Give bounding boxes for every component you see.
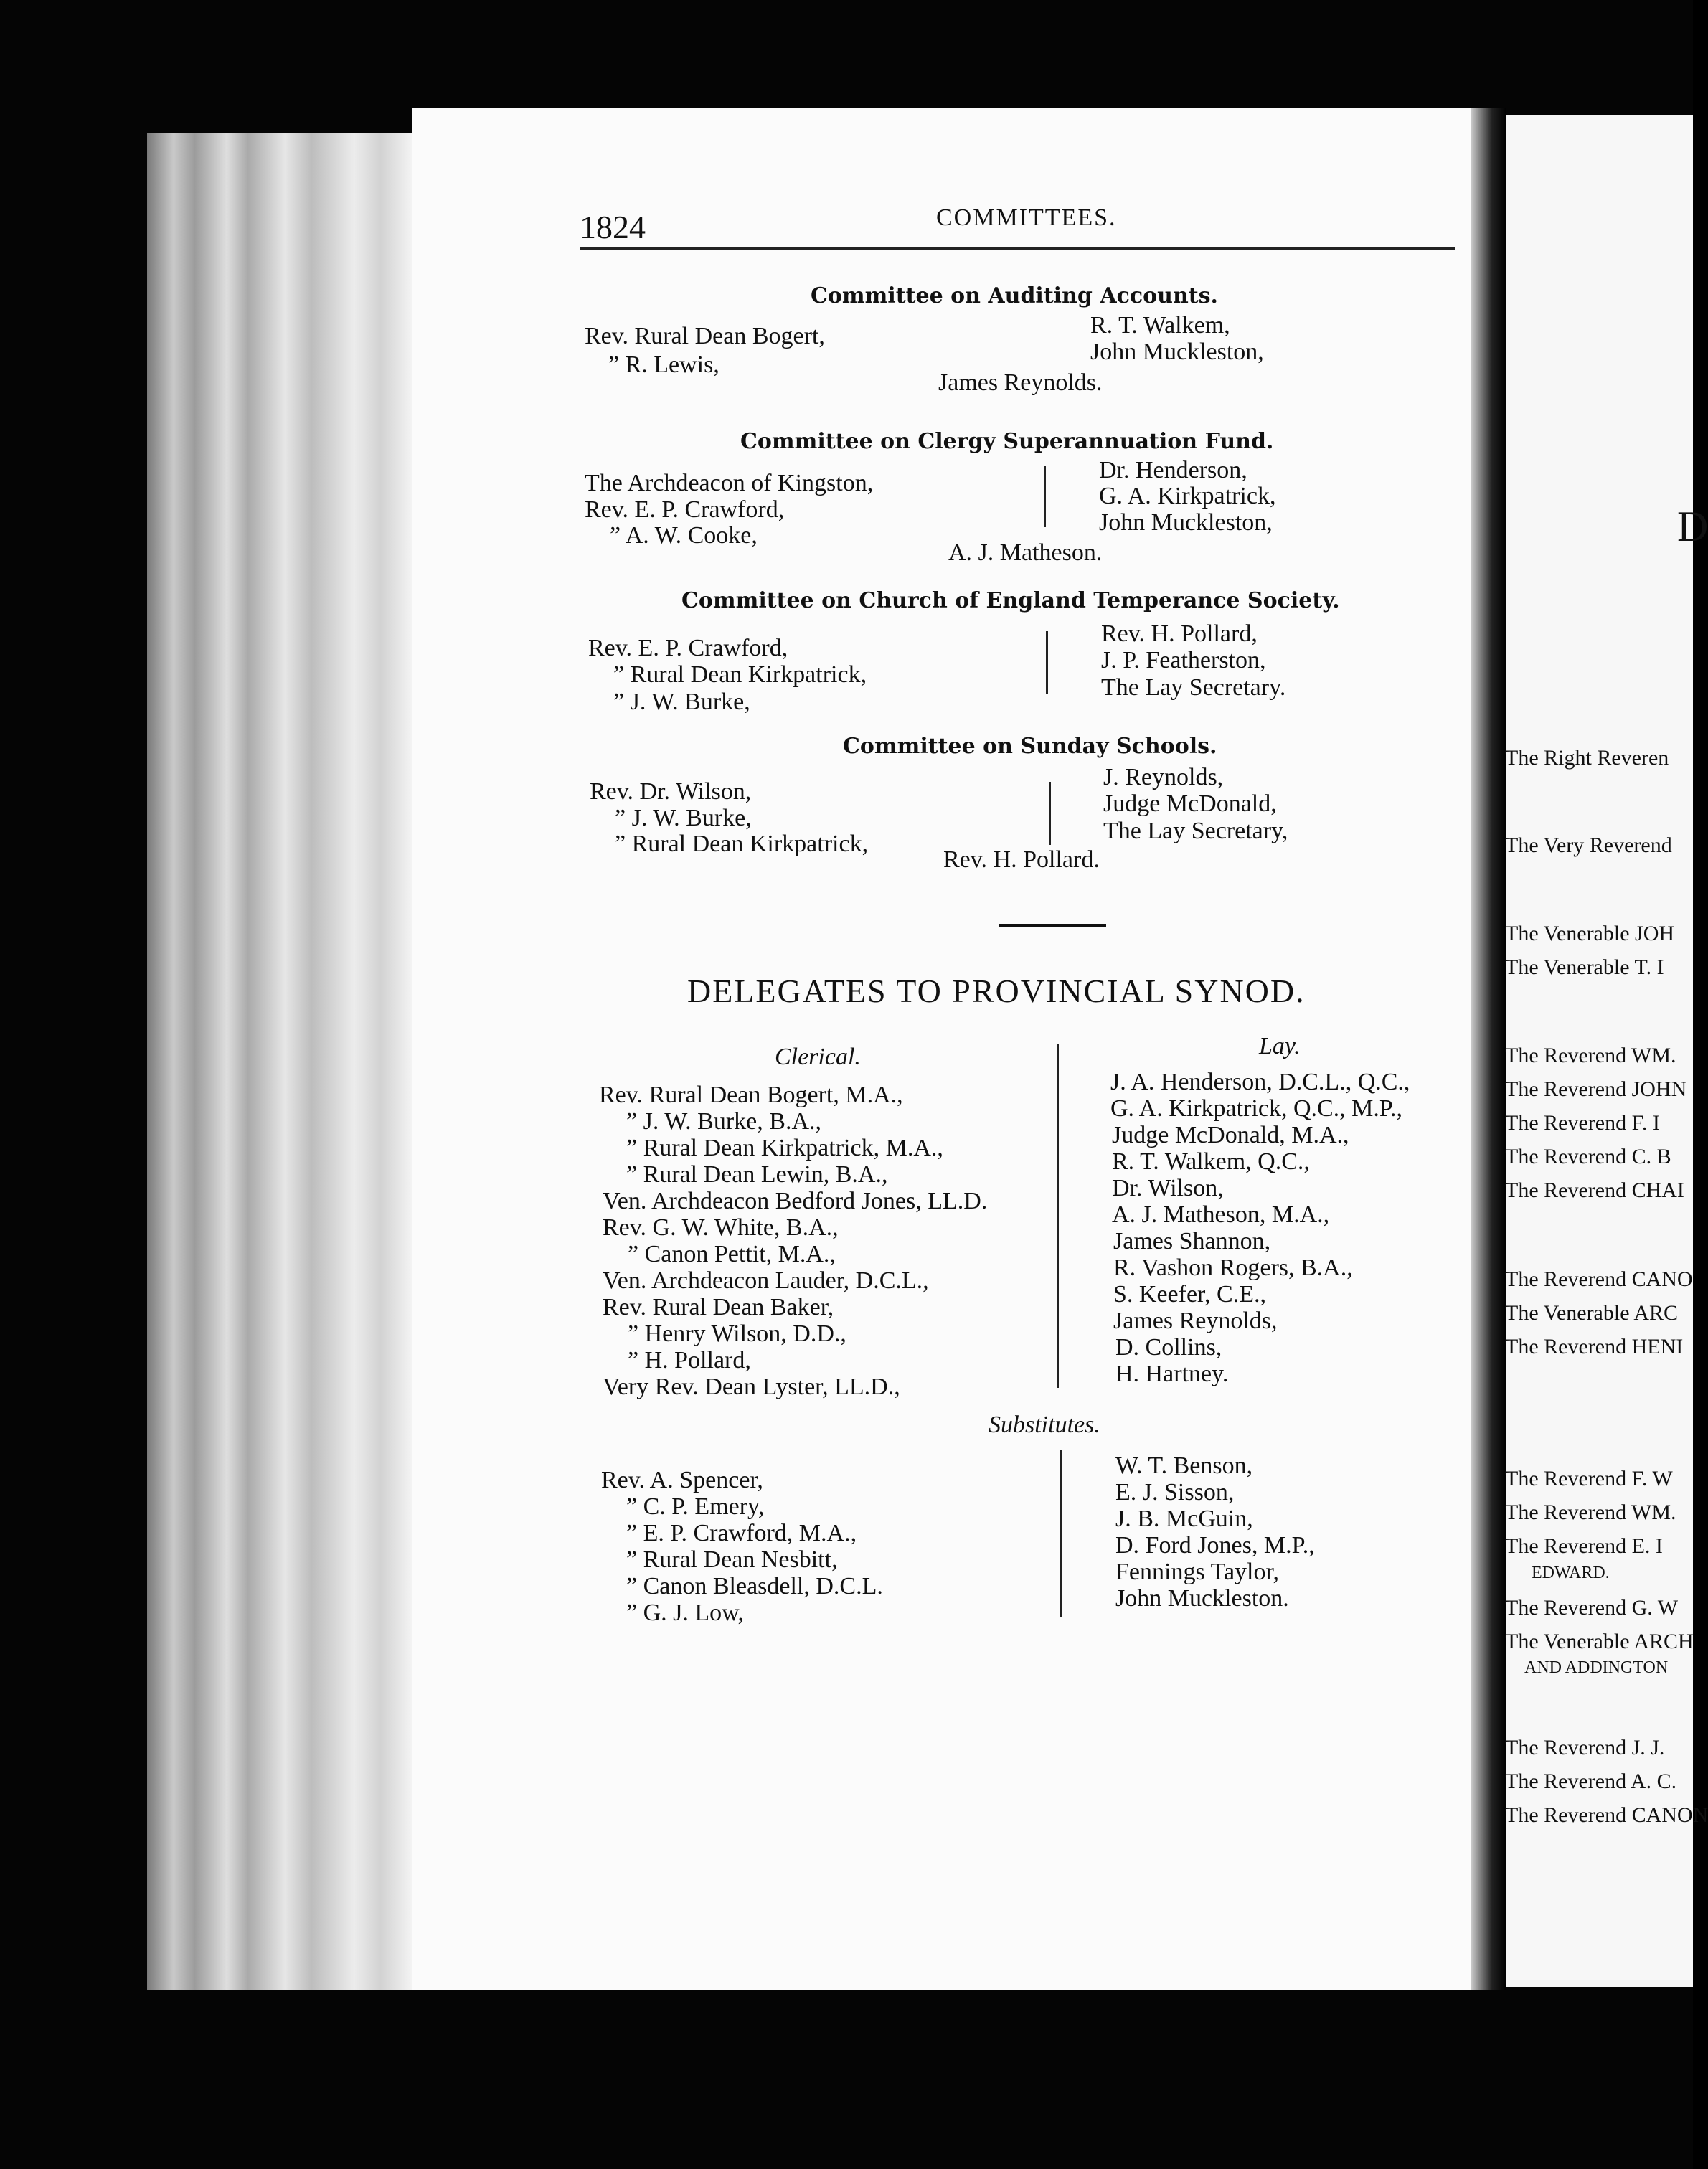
next-page-line-2: The Very Reverend <box>1505 833 1672 857</box>
superannuation-title: Committee on Clergy Superannuation Fund. <box>740 429 1274 454</box>
sub-lay-1: W. T. Benson, <box>1115 1452 1253 1479</box>
sub-lay-4: D. Ford Jones, M.P., <box>1115 1532 1315 1559</box>
sunday-center: Rev. H. Pollard. <box>943 846 1100 873</box>
page-title: COMMITTEES. <box>936 204 1117 231</box>
next-page-line-5: The Reverend WM. <box>1505 1044 1676 1067</box>
lay-2: G. A. Kirkpatrick, Q.C., M.P., <box>1110 1095 1403 1122</box>
next-page-line-11: The Venerable ARC <box>1505 1301 1679 1325</box>
substitutes-heading: Substitutes. <box>989 1412 1100 1438</box>
next-page-line-7: The Reverend F. I <box>1505 1111 1660 1135</box>
clerical-2: ” J. W. Burke, B.A., <box>626 1108 821 1135</box>
next-page-line-16: EDWARD. <box>1532 1564 1610 1582</box>
synod-title: DELEGATES TO PROVINCIAL SYNOD. <box>687 973 1306 1009</box>
sunday-left-3: ” Rural Dean Kirkpatrick, <box>615 831 869 857</box>
lay-10: James Reynolds, <box>1113 1308 1278 1334</box>
sub-clerical-5: ” Canon Bleasdell, D.C.L. <box>626 1573 883 1599</box>
superannuation-divider <box>1044 466 1046 527</box>
next-page-line-15: The Reverend E. I <box>1505 1534 1663 1558</box>
next-page-line-1: The Right Reveren <box>1505 746 1669 770</box>
substitutes-divider <box>1060 1450 1062 1617</box>
lay-5: Dr. Wilson, <box>1112 1175 1224 1201</box>
superannuation-right-1: Dr. Henderson, <box>1099 457 1247 483</box>
page-number: 1824 <box>580 209 646 245</box>
lay-3: Judge McDonald, M.A., <box>1112 1122 1349 1148</box>
next-page-line-21: The Reverend A. C. <box>1505 1769 1677 1793</box>
sub-clerical-2: ” C. P. Emery, <box>626 1493 765 1520</box>
temperance-left-1: Rev. E. P. Crawford, <box>588 635 788 661</box>
clerical-heading: Clerical. <box>775 1044 861 1070</box>
superannuation-center: A. J. Matheson. <box>948 539 1103 566</box>
auditing-center: James Reynolds. <box>938 369 1103 396</box>
book-gutter <box>1471 108 1506 1990</box>
sunday-right-1: J. Reynolds, <box>1103 764 1224 790</box>
sub-lay-5: Fennings Taylor, <box>1115 1559 1279 1585</box>
superannuation-left-1: The Archdeacon of Kingston, <box>585 470 874 496</box>
next-page-line-18: The Venerable ARCH <box>1505 1630 1694 1653</box>
next-page-line-6: The Reverend JOHN <box>1505 1077 1687 1101</box>
lay-11: D. Collins, <box>1115 1334 1222 1361</box>
sub-lay-2: E. J. Sisson, <box>1115 1479 1235 1506</box>
clerical-9: Rev. Rural Dean Baker, <box>603 1294 834 1320</box>
next-page-line-20: The Reverend J. J. <box>1505 1736 1665 1759</box>
next-page-line-9: The Reverend CHAI <box>1505 1178 1684 1202</box>
clerical-11: ” H. Pollard, <box>628 1347 751 1374</box>
next-page-line-10: The Reverend CANO <box>1505 1267 1693 1291</box>
next-page-big-letter: D <box>1677 503 1708 550</box>
sub-clerical-4: ” Rural Dean Nesbitt, <box>626 1546 838 1573</box>
lay-7: James Shannon, <box>1113 1228 1271 1254</box>
superannuation-left-3: ” A. W. Cooke, <box>610 522 758 549</box>
next-page-line-12: The Reverend HENI <box>1505 1335 1684 1358</box>
next-page-line-19: AND ADDINGTON <box>1524 1658 1669 1677</box>
next-page-line-17: The Reverend G. W <box>1505 1596 1679 1620</box>
lay-1: J. A. Henderson, D.C.L., Q.C., <box>1110 1069 1410 1095</box>
sunday-right-2: Judge McDonald, <box>1103 790 1277 817</box>
clerical-7: ” Canon Pettit, M.A., <box>628 1241 836 1267</box>
next-page-line-13: The Reverend F. W <box>1505 1467 1673 1490</box>
section-rule <box>999 924 1106 927</box>
next-page-line-4: The Venerable T. I <box>1505 955 1664 979</box>
auditing-title: Committee on Auditing Accounts. <box>811 283 1218 308</box>
book-page-edges <box>147 133 412 1990</box>
superannuation-left-2: Rev. E. P. Crawford, <box>585 496 785 523</box>
temperance-divider <box>1046 631 1048 694</box>
clerical-4: ” Rural Dean Lewin, B.A., <box>626 1161 888 1188</box>
sub-clerical-3: ” E. P. Crawford, M.A., <box>626 1520 857 1546</box>
clerical-8: Ven. Archdeacon Lauder, D.C.L., <box>603 1267 929 1294</box>
temperance-right-2: J. P. Featherston, <box>1101 647 1266 674</box>
synod-divider <box>1057 1044 1059 1388</box>
sunday-divider <box>1049 782 1051 845</box>
next-page-line-3: The Venerable JOH <box>1505 922 1675 945</box>
lay-9: S. Keefer, C.E., <box>1113 1281 1266 1308</box>
lay-12: H. Hartney. <box>1115 1361 1229 1387</box>
clerical-5: Ven. Archdeacon Bedford Jones, LL.D. <box>603 1188 988 1214</box>
lay-8: R. Vashon Rogers, B.A., <box>1113 1254 1353 1281</box>
auditing-left-1: Rev. Rural Dean Bogert, <box>585 323 825 349</box>
auditing-right-1: R. T. Walkem, <box>1090 312 1230 339</box>
header-rule <box>580 247 1455 250</box>
temperance-right-1: Rev. H. Pollard, <box>1101 620 1258 647</box>
clerical-1: Rev. Rural Dean Bogert, M.A., <box>599 1082 903 1108</box>
lay-6: A. J. Matheson, M.A., <box>1112 1201 1330 1228</box>
next-page-line-14: The Reverend WM. <box>1505 1501 1676 1524</box>
lay-heading: Lay. <box>1259 1033 1301 1059</box>
next-page-line-8: The Reverend C. B <box>1505 1145 1671 1168</box>
lay-4: R. T. Walkem, Q.C., <box>1112 1148 1310 1175</box>
auditing-left-2: ” R. Lewis, <box>608 351 719 378</box>
sub-lay-3: J. B. McGuin, <box>1115 1506 1253 1532</box>
temperance-left-2: ” Rural Dean Kirkpatrick, <box>613 661 867 688</box>
sub-clerical-6: ” G. J. Low, <box>626 1599 744 1626</box>
superannuation-right-3: John Muckleston, <box>1099 509 1273 536</box>
sunday-title: Committee on Sunday Schools. <box>843 734 1217 759</box>
clerical-6: Rev. G. W. White, B.A., <box>603 1214 839 1241</box>
next-page-line-22: The Reverend CANON <box>1505 1803 1708 1827</box>
clerical-10: ” Henry Wilson, D.D., <box>628 1320 846 1347</box>
superannuation-right-2: G. A. Kirkpatrick, <box>1099 483 1276 509</box>
sunday-left-2: ” J. W. Burke, <box>615 805 752 831</box>
temperance-right-3: The Lay Secretary. <box>1101 674 1286 701</box>
clerical-12: Very Rev. Dean Lyster, LL.D., <box>603 1374 900 1400</box>
sunday-left-1: Rev. Dr. Wilson, <box>590 778 752 805</box>
temperance-left-3: ” J. W. Burke, <box>613 689 750 715</box>
clerical-3: ” Rural Dean Kirkpatrick, M.A., <box>626 1135 943 1161</box>
sunday-right-3: The Lay Secretary, <box>1103 818 1288 844</box>
sub-clerical-1: Rev. A. Spencer, <box>601 1467 763 1493</box>
sub-lay-6: John Muckleston. <box>1115 1585 1289 1612</box>
temperance-title: Committee on Church of England Temperance Society. <box>681 588 1340 613</box>
auditing-right-2: John Muckleston, <box>1090 339 1264 365</box>
